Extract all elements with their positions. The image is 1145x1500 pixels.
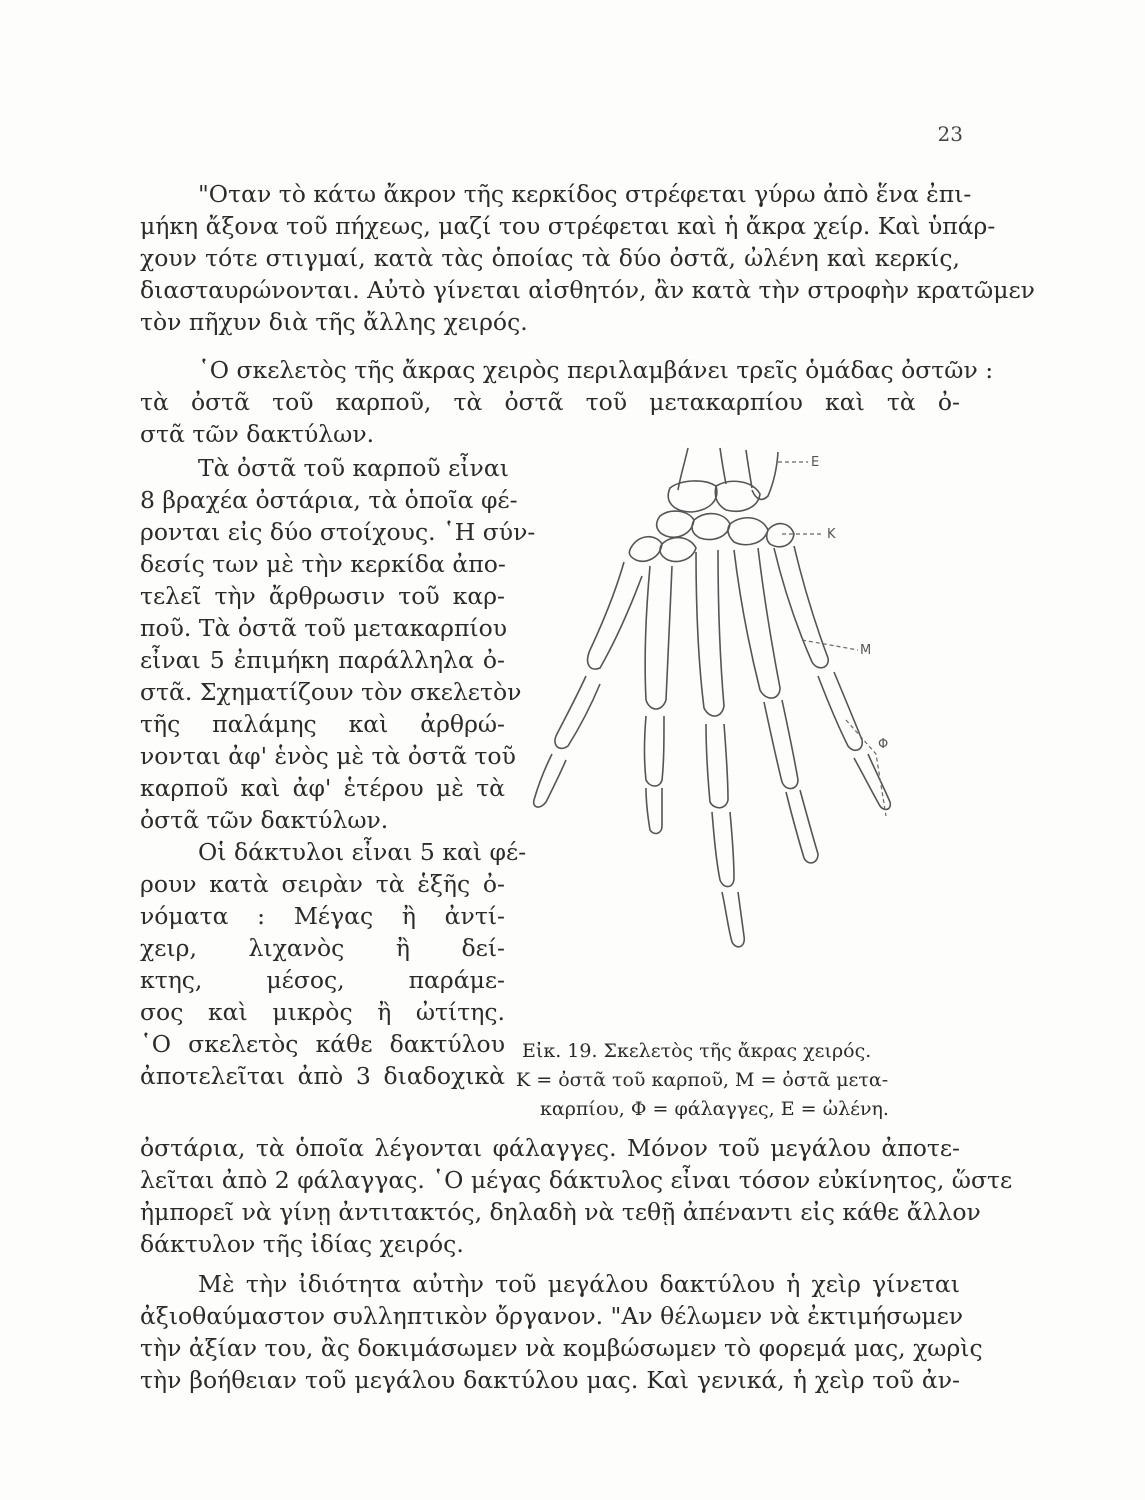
text-line: χουν τότε στιγμαί, κατὰ τὰς ὁποίας τὰ δύο ὀστᾶ, ὠλένη καὶ κερκίς, bbox=[140, 244, 960, 272]
text-line: δάκτυλον τῆς ἰδίας χειρός. bbox=[140, 1230, 464, 1258]
text-line: σος καὶ μικρὸς ἢ ὠτίτης. bbox=[140, 998, 505, 1026]
hand-skeleton-drawing bbox=[520, 440, 940, 1020]
text-line: τὰ ὀστᾶ τοῦ καρποῦ, τὰ ὀστᾶ τοῦ μετακαρπίου καὶ τὰ ὀ- bbox=[140, 388, 960, 416]
caption-line: Κ = ὀστᾶ τοῦ καρποῦ, Μ = ὀστᾶ μετα- bbox=[516, 1069, 889, 1091]
text-line: "Οταν τὸ κάτω ἄκρον τῆς κερκίδος στρέφεται γύρω ἀπὸ ἕνα ἐπι- bbox=[198, 180, 972, 208]
paragraph-thumb-function bbox=[140, 1268, 983, 1396]
text-line: ῾Ο σκελετὸς κάθε δακτύλου bbox=[140, 1030, 505, 1058]
text-line: ρουν κατὰ σειρὰν τὰ ἑξῆς ὀ- bbox=[140, 870, 505, 898]
text-line: Οἱ δάκτυλοι εἶναι 5 καὶ φέ- bbox=[198, 838, 527, 866]
text-line: ποῦ. Τὰ ὀστᾶ τοῦ μετακαρπίου bbox=[140, 614, 508, 642]
text-line: εἶναι 5 ἐπιμήκη παράλληλα ὀ- bbox=[140, 646, 505, 674]
figure-caption bbox=[516, 1037, 946, 1124]
text-line: καρποῦ καὶ ἀφ' ἑτέρου μὲ τὰ bbox=[140, 774, 505, 802]
text-line: νονται ἀφ' ἑνὸς μὲ τὰ ὀστᾶ τοῦ bbox=[140, 742, 516, 770]
figure-label-k: K bbox=[827, 527, 836, 542]
text-line: ἀξιοθαύμαστον συλληπτικὸν ὄργανον. "Αν θέλωμεν νὰ ἐκτιμήσωμεν bbox=[140, 1302, 964, 1330]
text-line: ῾Ο σκελετὸς τῆς ἄκρας χειρὸς περιλαμβάνει τρεῖς ὁμάδας ὀστῶν : bbox=[198, 356, 994, 384]
text-line: διασταυρώνονται. Αὐτὸ γίνεται αἰσθητόν, ἂν κατὰ τὴν στροφὴν κρατῶμεν bbox=[140, 276, 1035, 304]
text-line: Μὲ τὴν ἰδιότητα αὐτὴν τοῦ μεγάλου δακτύλου ἡ χεὶρ γίνεται bbox=[198, 1270, 960, 1298]
text-line: κτης, μέσος, παράμε- bbox=[140, 966, 505, 994]
text-line: χειρ, λιχανὸς ἢ δεί- bbox=[140, 934, 505, 962]
figure-label-phi: Φ bbox=[878, 737, 889, 752]
text-line: Τὰ ὀστᾶ τοῦ καρποῦ εἶναι bbox=[198, 454, 509, 482]
caption-line: καρπίου, Φ = φάλαγγες, Ε = ὠλένη. bbox=[540, 1098, 889, 1120]
text-line: τὸν πῆχυν διὰ τῆς ἄλλης χειρός. bbox=[140, 308, 528, 336]
text-line: λεῖται ἀπὸ 2 φάλαγγας. ῾Ο μέγας δάκτυλος εἶναι τόσον εὐκίνητος, ὥστε bbox=[140, 1166, 1013, 1194]
text-line: ρονται εἰς δύο στοίχους. ῾Η σύν- bbox=[140, 518, 536, 546]
left-column-text bbox=[140, 452, 536, 1092]
text-line: τὴν βοήθειαν τοῦ μεγάλου δακτύλου μας. Καὶ γενικά, ἡ χεὶρ τοῦ ἀν- bbox=[140, 1366, 960, 1394]
text-line: τὴν ἀξίαν του, ἂς δοκιμάσωμεν νὰ κομβώσωμεν τὸ φορεμά μας, χωρὶς bbox=[140, 1334, 983, 1362]
figure-label-e: E bbox=[811, 455, 820, 470]
hand-skeleton-figure bbox=[520, 440, 940, 1020]
text-line: μήκη ἄξονα τοῦ πήχεως, μαζί του στρέφεται καὶ ἡ ἄκρα χείρ. Καὶ ὑπάρ- bbox=[140, 212, 996, 240]
text-line: τελεῖ τὴν ἄρθρωσιν τοῦ καρ- bbox=[140, 582, 505, 610]
paragraph-hand-skeleton bbox=[140, 354, 994, 450]
text-line: δεσίς των μὲ τὴν κερκίδα ἀπο- bbox=[140, 550, 506, 578]
paragraph-forearm-rotation bbox=[140, 178, 1035, 338]
paragraph-phalanges bbox=[140, 1132, 1013, 1260]
text-line: ὀστάρια, τὰ ὁποῖα λέγονται φάλαγγες. Μόνον τοῦ μεγάλου ἀποτε- bbox=[140, 1134, 960, 1162]
text-line: στᾶ τῶν δακτύλων. bbox=[140, 420, 375, 448]
figure-label-m: M bbox=[860, 643, 872, 658]
text-line: στᾶ. Σχηματίζουν τὸν σκελετὸν bbox=[140, 678, 522, 706]
text-line: ἀποτελεῖται ἀπὸ 3 διαδοχικὰ bbox=[140, 1062, 505, 1090]
text-line: ἠμπορεῖ νὰ γίνῃ ἀντιτακτός, δηλαδὴ νὰ τεθῇ ἀπέναντι εἰς κάθε ἄλλον bbox=[140, 1198, 981, 1226]
text-line: ὀστᾶ τῶν δακτύλων. bbox=[140, 806, 389, 834]
text-line: τῆς παλάμης καὶ ἀρθρώ- bbox=[140, 710, 505, 738]
text-line: 8 βραχέα ὀστάρια, τὰ ὁποῖα φέ- bbox=[140, 486, 518, 514]
text-line: νόματα : Μέγας ἢ ἀντί- bbox=[140, 902, 505, 930]
page-number: 23 bbox=[937, 122, 963, 146]
caption-line: Εἰκ. 19. Σκελετὸς τῆς ἄκρας χειρός. bbox=[522, 1040, 872, 1062]
